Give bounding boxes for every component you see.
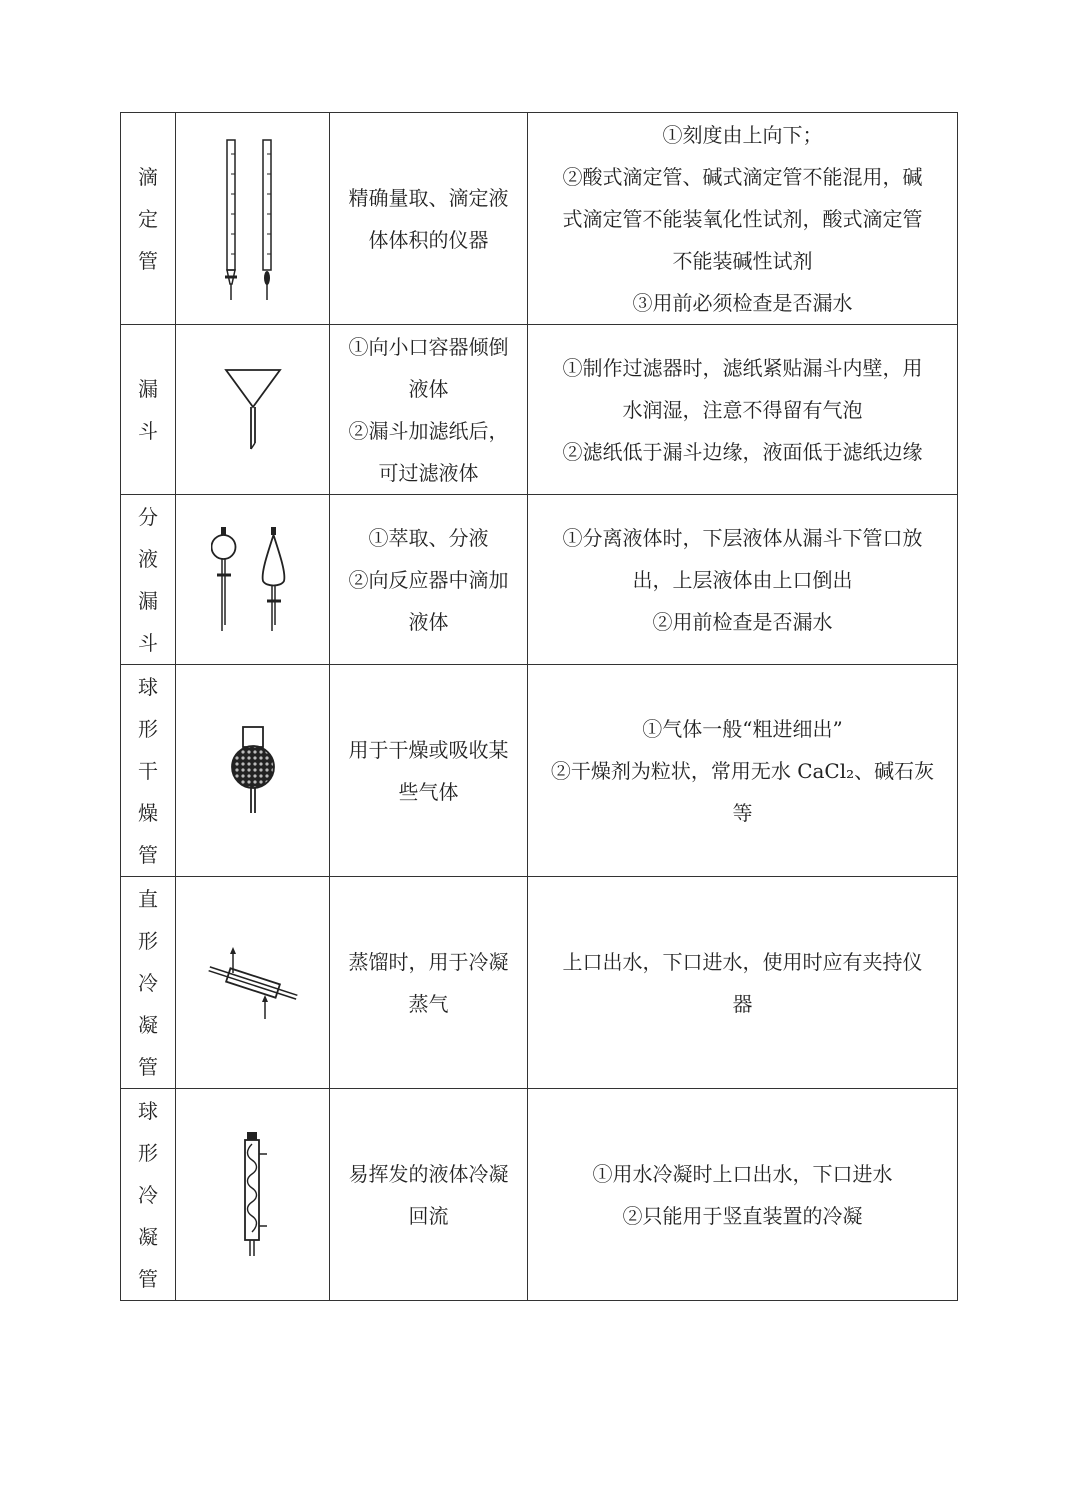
note-line: 水润湿，注意不得留有气泡	[622, 397, 863, 422]
name-cell	[121, 495, 176, 665]
image-cell	[176, 495, 330, 665]
note-line: ③用前必须检查是否漏水	[632, 290, 853, 315]
use-cell	[330, 665, 528, 877]
note-line: ②用前检查是否漏水	[652, 609, 833, 634]
table-row	[121, 1089, 958, 1301]
name-cell	[121, 325, 176, 495]
use-line: 体体积的仪器	[368, 227, 489, 252]
note-line: ②只能用于竖直装置的冷凝	[622, 1203, 863, 1228]
note-line: 器	[732, 991, 753, 1016]
use-cell	[330, 325, 528, 495]
note-line: 式滴定管不能装氧化性试剂，酸式滴定管	[562, 206, 923, 231]
note-line: ①刻度由上向下；	[662, 122, 823, 147]
use-line: ①萃取、分液	[368, 525, 489, 550]
use-line: 精确量取、滴定液	[348, 185, 509, 210]
note-line: ①分离液体时，下层液体从漏斗下管口放	[562, 525, 923, 550]
use-cell	[330, 877, 528, 1089]
note-line: 不能装碱性试剂	[672, 248, 813, 273]
note-cell	[528, 325, 958, 495]
burette-pair-icon	[213, 134, 293, 304]
table-row	[121, 877, 958, 1089]
note-line: ①用水冷凝时上口出水，下口进水	[592, 1161, 893, 1186]
apparatus-name: 分液漏斗	[138, 504, 158, 655]
use-cell	[330, 495, 528, 665]
use-line: 易挥发的液体冷凝	[348, 1161, 509, 1186]
use-line: 回流	[408, 1203, 449, 1228]
use-cell	[330, 1089, 528, 1301]
table-row	[121, 665, 958, 877]
use-line: 些气体	[398, 779, 459, 804]
image-cell	[176, 113, 330, 325]
note-line: ②酸式滴定管、碱式滴定管不能混用，碱	[562, 164, 923, 189]
note-line: 等	[732, 800, 753, 825]
use-line: ②向反应器中滴加	[348, 567, 509, 592]
name-cell	[121, 665, 176, 877]
use-line: ②漏斗加滤纸后，	[348, 418, 509, 443]
use-line: 液体	[408, 609, 449, 634]
table-row	[121, 325, 958, 495]
use-cell	[330, 113, 528, 325]
name-cell	[121, 877, 176, 1089]
note-cell	[528, 113, 958, 325]
image-cell	[176, 325, 330, 495]
image-cell	[176, 1089, 330, 1301]
apparatus-name: 球形干燥管	[138, 674, 158, 867]
note-line: ②滤纸低于漏斗边缘，液面低于滤纸边缘	[562, 439, 923, 464]
funnel-icon	[223, 367, 283, 453]
table-row	[121, 113, 958, 325]
apparatus-name: 球形冷凝管	[138, 1098, 158, 1291]
image-cell	[176, 877, 330, 1089]
drying-tube-icon	[228, 725, 278, 817]
note-line: ②干燥剂为粒状，常用无水 CaCl₂、碱石灰	[550, 758, 935, 783]
apparatus-name: 滴定管	[138, 164, 158, 273]
note-line: 出，上层液体由上口倒出	[632, 567, 853, 592]
note-line: 上口出水，下口进水，使用时应有夹持仪	[562, 949, 923, 974]
note-line: ①制作过滤器时，滤纸紧贴漏斗内壁，用	[562, 355, 923, 380]
use-line: 用于干燥或吸收某	[348, 737, 509, 762]
apparatus-name: 漏斗	[138, 376, 158, 443]
bulb-condenser-icon	[233, 1130, 273, 1260]
apparatus-name: 直形冷凝管	[138, 886, 158, 1079]
use-line: 可过滤液体	[378, 460, 479, 485]
use-line: ①向小口容器倾倒	[348, 334, 509, 359]
separatory-funnel-icon	[211, 525, 295, 635]
straight-condenser-icon	[205, 945, 301, 1021]
note-cell	[528, 1089, 958, 1301]
table-row	[121, 495, 958, 665]
name-cell	[121, 1089, 176, 1301]
note-cell	[528, 495, 958, 665]
apparatus-table	[120, 112, 958, 1301]
name-cell	[121, 113, 176, 325]
note-cell	[528, 665, 958, 877]
use-line: 液体	[408, 376, 449, 401]
image-cell	[176, 665, 330, 877]
note-line: ①气体一般“粗进细出”	[642, 716, 843, 741]
use-line: 蒸气	[408, 991, 449, 1016]
note-cell	[528, 877, 958, 1089]
use-line: 蒸馏时，用于冷凝	[348, 949, 509, 974]
